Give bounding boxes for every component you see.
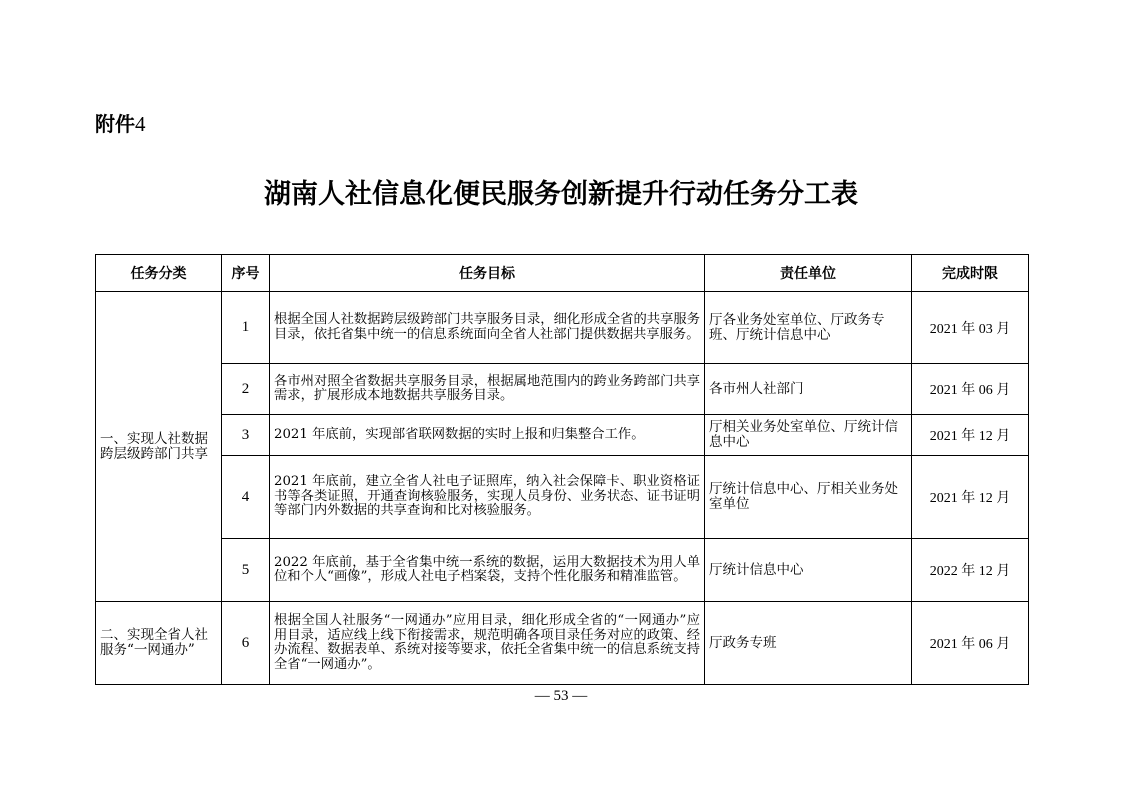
seq-cell: 1 xyxy=(222,292,270,364)
table-header-row xyxy=(96,255,1029,292)
unit-cell: 厅统计信息中心、厅相关业务处室单位 xyxy=(705,456,912,539)
date-cell: 2022 年 12 月 xyxy=(912,539,1029,602)
attachment-number: 4 xyxy=(135,112,146,136)
seq-cell: 6 xyxy=(222,602,270,685)
date-cell: 2021 年 12 月 xyxy=(912,415,1029,456)
seq-cell: 3 xyxy=(222,415,270,456)
table-row xyxy=(96,364,1029,415)
unit-cell: 各市州人社部门 xyxy=(705,364,912,415)
table-row xyxy=(96,539,1029,602)
seq-cell: 5 xyxy=(222,539,270,602)
seq-cell: 4 xyxy=(222,456,270,539)
unit-cell: 厅各业务处室单位、厅政务专班、厅统计信息中心 xyxy=(705,292,912,364)
header-deadline: 完成时限 xyxy=(912,255,1029,292)
page-number: — 53 — xyxy=(534,688,588,704)
document-title: 湖南人社信息化便民服务创新提升行动任务分工表 xyxy=(264,179,858,210)
date-cell: 2021 年 12 月 xyxy=(912,456,1029,539)
date-cell: 2021 年 06 月 xyxy=(912,602,1029,685)
goal-cell: 各市州对照全省数据共享服务目录，根据属地范围内的跨业务跨部门共享需求，扩展形成本地数据共享服务目录。 xyxy=(270,364,705,415)
goal-cell: 2021 年底前，建立全省人社电子证照库，纳入社会保障卡、职业资格证书等各类证照，开通查询核验服务，实现人员身份、业务状态、证书证明等部门内外数据的共享查询和比对核验服务。 xyxy=(270,456,705,539)
goal-cell: 根据全国人社数据跨层级跨部门共享服务目录，细化形成全省的共享服务目录，依托省集中统一的信息系统面向全省人社部门提供数据共享服务。 xyxy=(270,292,705,364)
header-unit: 责任单位 xyxy=(705,255,912,292)
unit-cell: 厅统计信息中心 xyxy=(705,539,912,602)
table-row xyxy=(96,292,1029,364)
task-table xyxy=(95,254,1029,685)
table-row xyxy=(96,602,1029,685)
goal-cell: 2022 年底前，基于全省集中统一系统的数据，运用大数据技术为用人单位和个人“画像”，形成人社电子档案袋，支持个性化服务和精准监管。 xyxy=(270,539,705,602)
seq-cell: 2 xyxy=(222,364,270,415)
table-row xyxy=(96,456,1029,539)
date-cell: 2021 年 03 月 xyxy=(912,292,1029,364)
header-seq: 序号 xyxy=(222,255,270,292)
category-cell: 二、实现全省人社服务“一网通办” xyxy=(96,602,222,685)
category-cell: 一、实现人社数据跨层级跨部门共享 xyxy=(96,292,222,602)
goal-cell: 2021 年底前，实现部省联网数据的实时上报和归集整合工作。 xyxy=(270,415,705,456)
goal-cell: 根据全国人社服务“一网通办”应用目录，细化形成全省的“一网通办”应用目录，适应线上线下衔接需求，规范明确各项目录任务对应的政策、经办流程、数据表单、系统对接等要求，依托全省集中统一的信息系统支持全省“一网通办”。 xyxy=(270,602,705,685)
attachment-label: 附件4 xyxy=(95,112,146,136)
header-goal: 任务目标 xyxy=(270,255,705,292)
unit-cell: 厅相关业务处室单位、厅统计信息中心 xyxy=(705,415,912,456)
header-category: 任务分类 xyxy=(96,255,222,292)
unit-cell: 厅政务专班 xyxy=(705,602,912,685)
date-cell: 2021 年 06 月 xyxy=(912,364,1029,415)
table-row xyxy=(96,415,1029,456)
